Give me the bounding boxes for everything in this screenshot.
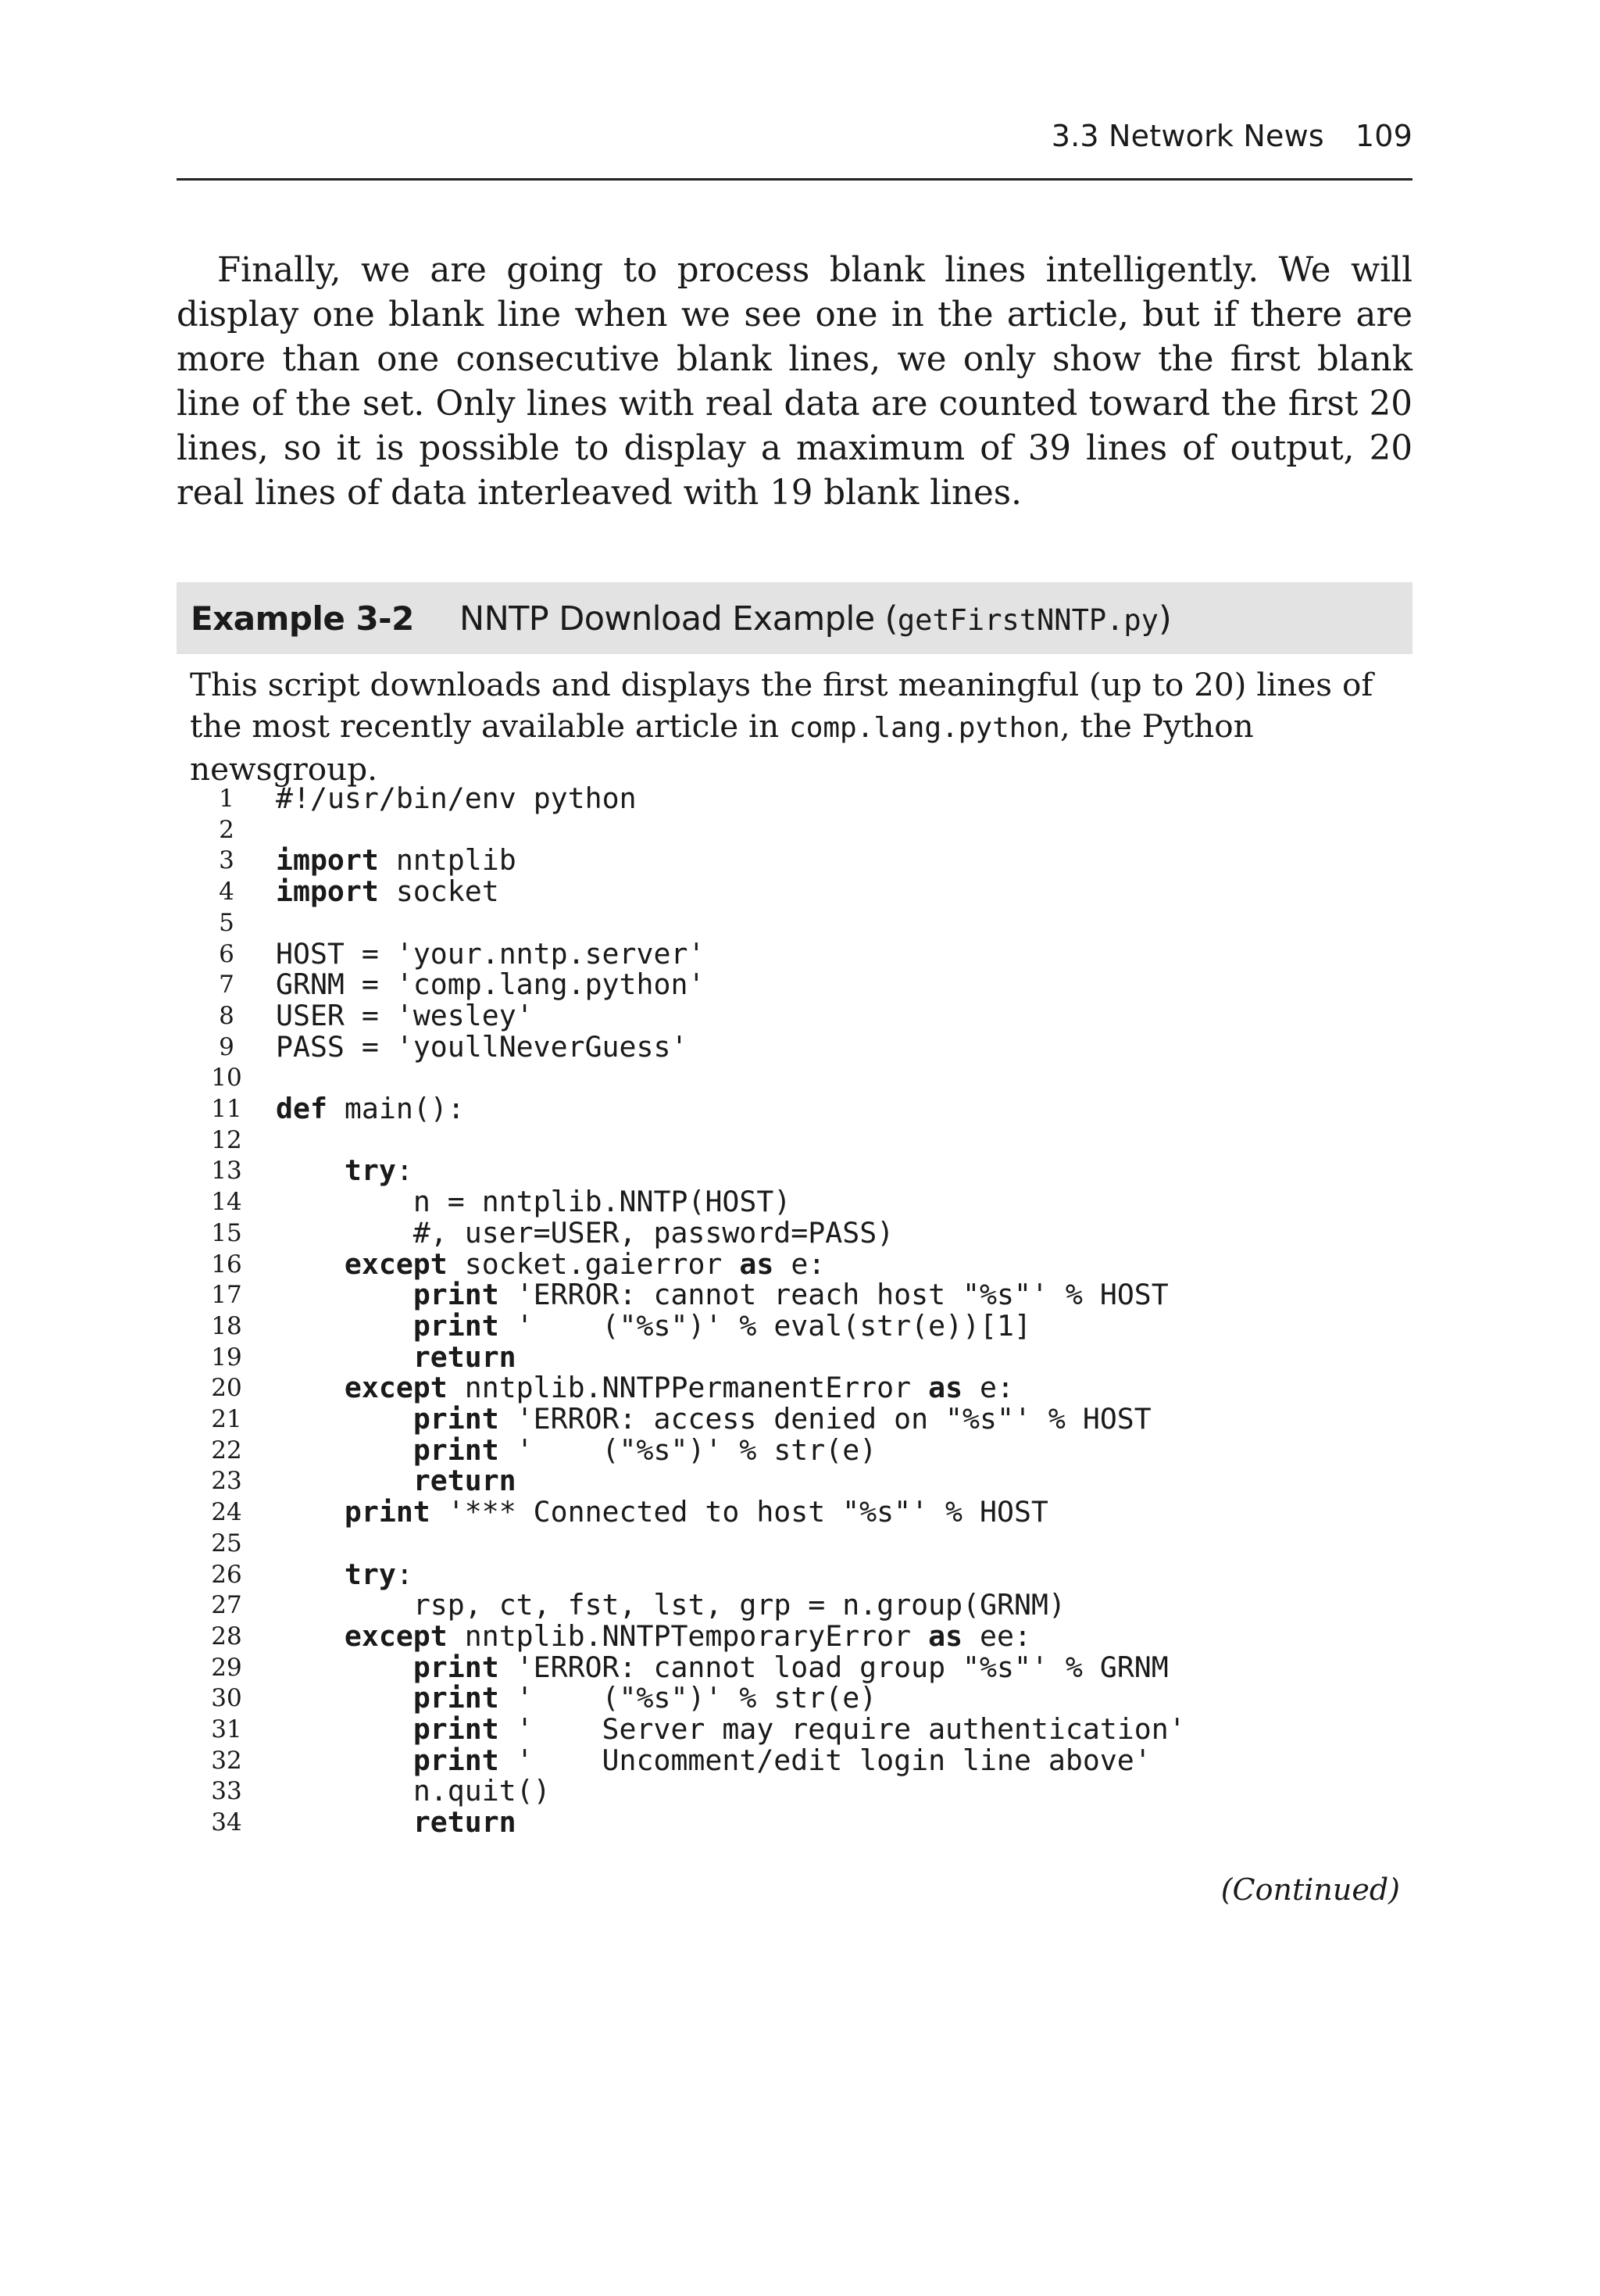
example-title-close: ): [1158, 599, 1172, 638]
line-number: 4: [219, 878, 234, 907]
line-number: 15: [211, 1218, 242, 1247]
example-filename: getFirstNNTP.py: [897, 603, 1159, 637]
header-rule: [177, 178, 1412, 181]
line-number: 25: [211, 1529, 242, 1557]
running-head: [1052, 119, 1412, 153]
example-heading-bar: [177, 582, 1412, 654]
line-number: 24: [211, 1498, 242, 1527]
line-number: 12: [211, 1125, 242, 1154]
code-text: GRNM = 'comp.lang.python': [276, 967, 705, 1002]
line-number: 33: [211, 1777, 242, 1806]
code-text: try:: [344, 1153, 413, 1188]
code-text: #, user=USER, password=PASS): [276, 1215, 895, 1250]
line-number: 1: [219, 785, 234, 813]
code-text: print '*** Connected to host "%s"' % HOST: [344, 1495, 1048, 1529]
line-number: 21: [211, 1405, 242, 1433]
example-label: Example 3-2: [191, 599, 414, 638]
example-caption: [190, 664, 1401, 790]
code-text: try:: [344, 1557, 413, 1591]
line-number: 9: [219, 1032, 234, 1061]
code-text: n = nntplib.NNTP(HOST): [412, 1185, 791, 1219]
caption-text-before: This script downloads and displays the first meaningful (up to 20) lines of the most recently available article in: [190, 666, 1373, 745]
code-text: print ' ("%s")' % eval(str(e))[1]: [412, 1308, 1031, 1343]
line-number: 14: [211, 1188, 242, 1217]
line-number: 6: [219, 939, 234, 968]
line-number: 23: [211, 1467, 242, 1496]
line-number: 8: [219, 1001, 234, 1030]
line-number: 10: [211, 1064, 242, 1093]
code-text: print ' Uncomment/edit login line above': [412, 1743, 1152, 1777]
code-text: return: [412, 1805, 516, 1840]
line-number: 31: [211, 1715, 242, 1743]
line-number: 7: [219, 971, 234, 1000]
code-text: PASS = 'youllNeverGuess': [276, 1029, 688, 1064]
code-text: print 'ERROR: cannot load group "%s"' % GRNM: [412, 1650, 1169, 1684]
line-number: 30: [211, 1684, 242, 1713]
code-text: return: [412, 1339, 516, 1374]
caption-newsgroup: comp.lang.python: [789, 712, 1060, 744]
line-number: 11: [211, 1095, 242, 1123]
line-number: 18: [211, 1311, 242, 1340]
continued-label: (Continued): [1220, 1872, 1400, 1907]
line-number: 27: [211, 1591, 242, 1620]
code-text: def main():: [276, 1092, 465, 1125]
code-text: #!/usr/bin/env python: [276, 781, 637, 815]
code-text: rsp, ct, fst, lst, grp = n.group(GRNM): [412, 1588, 1066, 1622]
line-number: 16: [211, 1250, 242, 1279]
code-text: print 'ERROR: cannot reach host "%s"' % HOST: [412, 1278, 1169, 1312]
code-text: print ' Server may require authentication': [412, 1712, 1186, 1746]
code-text: print ' ("%s")' % str(e): [412, 1681, 877, 1715]
line-number: 13: [211, 1157, 242, 1186]
code-text: n.quit(): [412, 1774, 551, 1808]
line-number: 22: [211, 1436, 242, 1465]
section-title: 3.3 Network News: [1051, 119, 1324, 153]
code-text: HOST = 'your.nntp.server': [276, 936, 705, 971]
example-title-text: NNTP Download Example (: [459, 599, 898, 638]
line-number: 26: [211, 1560, 242, 1589]
code-text: except nntplib.NNTPTemporaryError as ee:: [344, 1618, 1031, 1653]
line-number: 3: [219, 846, 234, 875]
code-text: USER = 'wesley': [276, 998, 534, 1032]
code-text: except socket.gaierror as e:: [344, 1246, 826, 1281]
code-text: except nntplib.NNTPPermanentError as e:: [344, 1371, 1015, 1405]
page-number: 109: [1355, 119, 1412, 153]
line-number: 2: [219, 815, 234, 844]
code-text: import socket: [276, 874, 499, 909]
line-number: 20: [211, 1374, 242, 1403]
line-number: 32: [211, 1746, 242, 1775]
code-text: print 'ERROR: access denied on "%s"' % HOST: [412, 1402, 1152, 1436]
line-number: 17: [211, 1281, 242, 1310]
intro-paragraph: Finally, we are going to process blank lines intelligently. We will display one blank line when we see one in the article, but if there are more than one consecutive blank lines, we only show the first blank line of the set. Only lines with real data are counted toward the first 20 lines, so it is possible to display a maximum of 39 lines of output, 20 real lines of data interleaved with 19 blank lines.: [177, 251, 1412, 513]
line-number: 34: [211, 1808, 242, 1837]
code-text: return: [412, 1464, 516, 1498]
line-number: 5: [219, 908, 234, 937]
code-text: print ' ("%s")' % str(e): [412, 1432, 877, 1467]
line-number: 19: [211, 1343, 242, 1372]
code-text: import nntplib: [276, 843, 516, 878]
example-title: [459, 599, 1171, 638]
caption-text-after: , the Python newsgroup.: [190, 707, 1254, 788]
line-number: 28: [211, 1622, 242, 1650]
line-number: 29: [211, 1653, 242, 1682]
